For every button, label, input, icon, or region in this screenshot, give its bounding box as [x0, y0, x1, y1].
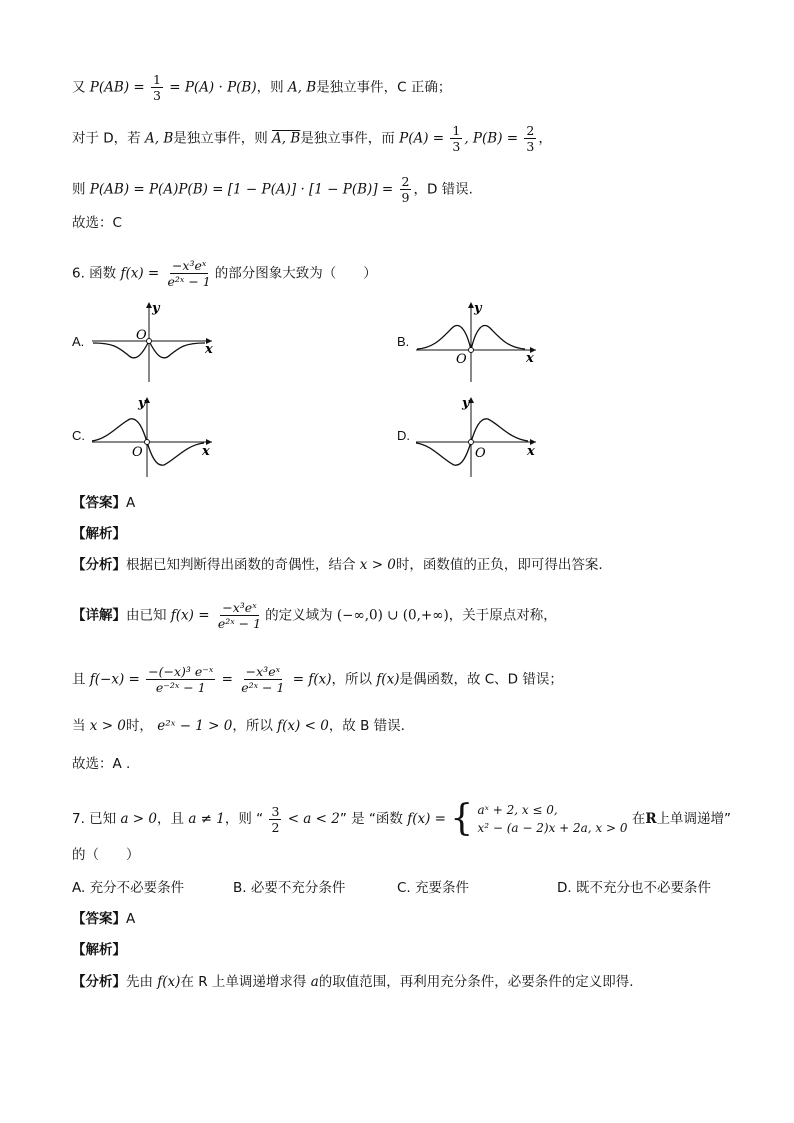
- math: e²ˣ − 1 > 0: [157, 718, 233, 734]
- text: 由已知: [126, 607, 167, 624]
- text: ” 是 “函数: [339, 811, 403, 827]
- option-b: B. 必要不充分条件: [233, 880, 346, 896]
- graph-b: [412, 300, 542, 385]
- question-7-tail: 的（ ）: [72, 847, 140, 863]
- text: ，关于原点对称，: [448, 607, 557, 624]
- fraction: $\frac{1}{3}$: [152, 72, 161, 103]
- tag: 【答案】: [72, 911, 126, 927]
- option-c-label: C.: [72, 428, 85, 443]
- math: =: [221, 671, 233, 688]
- text: 对于 D，若: [72, 130, 141, 147]
- axis-x-label: x: [205, 342, 213, 357]
- origin-label: O: [136, 328, 147, 343]
- math: R: [645, 811, 657, 827]
- tag: 【详解】: [72, 607, 126, 624]
- math: x > 0: [89, 718, 126, 734]
- math: a ≠ 1: [188, 811, 225, 827]
- axis-x-label: x: [202, 444, 210, 459]
- fenxi-7: [72, 972, 634, 992]
- axis-y-label: y: [462, 396, 470, 411]
- tag: 【分析】: [72, 974, 126, 990]
- math: a > 0: [120, 811, 158, 827]
- graph-a: [88, 300, 218, 385]
- fraction: $\frac{1}{3}$: [452, 123, 461, 154]
- math: P(AB) = P(A)P(B) = [1 − P(A)] · [1 − P(B)] =: [89, 181, 394, 198]
- math: f(x) =: [407, 811, 446, 827]
- text: 在: [631, 811, 646, 827]
- math: f(x) =: [120, 265, 160, 282]
- answer-choice-line: 故选：C: [72, 215, 122, 231]
- math: f(x) < 0: [277, 718, 329, 734]
- math: f(−x) =: [89, 671, 140, 688]
- math: a: [310, 974, 319, 990]
- text: ，故 B 错误.: [328, 718, 405, 734]
- option-a-label: A.: [72, 334, 85, 349]
- option-b-label: B.: [397, 334, 410, 349]
- origin-label: O: [475, 446, 486, 461]
- fraction: $\frac{2}{9}$: [401, 174, 410, 205]
- origin-label: O: [456, 352, 467, 367]
- math: (−∞,0) ∪ (0,+∞): [336, 607, 449, 624]
- fraction: $\frac{2}{3}$: [526, 123, 535, 154]
- math: P(AB) =: [89, 79, 145, 96]
- answer-7: [72, 909, 135, 929]
- text: 是独立事件，而: [300, 130, 395, 147]
- text: 6. 函数: [72, 265, 117, 282]
- math: P(A) =: [399, 130, 445, 147]
- option-c: C. 充要条件: [397, 880, 470, 896]
- text: 时，: [125, 718, 153, 734]
- math: A, B: [287, 79, 317, 96]
- fenxi-6: [72, 555, 603, 575]
- tag: 【解析】: [72, 526, 126, 542]
- text: 又: [72, 79, 86, 96]
- text: ，则: [256, 79, 284, 96]
- analysis-6-heading: [72, 524, 126, 544]
- question-6: [72, 258, 377, 289]
- text: 是独立事件，C 正确；: [316, 79, 452, 96]
- axis-y-label: y: [138, 396, 146, 411]
- math: f(x): [376, 671, 400, 688]
- text: ，所以: [331, 671, 373, 688]
- text: ，所以: [232, 718, 273, 734]
- answer-6: [72, 493, 135, 513]
- math: f(x): [157, 974, 181, 990]
- option-a: A. 充分不必要条件: [72, 880, 185, 896]
- question-7: [72, 798, 732, 839]
- xiangjie-6: [72, 600, 557, 631]
- text: 7. 已知: [72, 811, 117, 827]
- graph-c: [88, 395, 218, 480]
- text: 上单调递增”: [656, 811, 732, 827]
- text: 先由: [126, 974, 153, 990]
- axis-y-label: y: [474, 301, 482, 316]
- text: ，则 “: [224, 811, 264, 827]
- fraction: $\frac{\text{−(−x)³ e⁻ˣ}}{\text{e⁻²ˣ − 1}}$: [148, 664, 214, 695]
- math: x > 0: [359, 557, 396, 573]
- tag: 【分析】: [72, 557, 126, 573]
- sign-line: [72, 716, 405, 736]
- math-complement: A, B: [272, 130, 301, 147]
- text: 当: [72, 718, 86, 734]
- text-line-2: [72, 123, 552, 154]
- text: 且: [72, 671, 86, 688]
- even-function-line: [72, 664, 563, 695]
- math: < a < 2: [287, 811, 340, 827]
- text: 时，函数值的正负，即可得出答案.: [395, 557, 603, 573]
- text: ，: [538, 130, 552, 147]
- option-d-label: D.: [397, 428, 410, 443]
- text: A: [126, 495, 136, 511]
- left-brace: {: [450, 798, 474, 839]
- text: 的部分图象大致为（ ）: [214, 265, 377, 282]
- math: , P(B) =: [464, 130, 519, 147]
- fraction: $\frac{3}{2}$: [271, 803, 280, 835]
- text: ，且: [157, 811, 185, 827]
- text: 的取值范围，再利用充分条件，必要条件的定义即得.: [318, 974, 634, 990]
- fraction: $\frac{\text{−x³eˣ}}{\text{e²ˣ − 1}}$: [217, 600, 262, 631]
- text-line-1: [72, 72, 451, 103]
- text: 在 R 上单调递增求得: [180, 974, 307, 990]
- option-d: D. 既不充分也不必要条件: [557, 880, 711, 896]
- text: 的定义域为: [265, 607, 333, 624]
- math: = P(A) · P(B): [169, 79, 257, 96]
- piecewise-cases: aˣ + 2, x ≤ 0, x² − (a − 2)x + 2a, x > 0: [477, 803, 628, 835]
- fraction: $\frac{\text{−x³eˣ}}{\text{e²ˣ − 1}}$: [241, 664, 285, 695]
- math: f(x) =: [170, 607, 210, 624]
- tag: 【答案】: [72, 495, 126, 511]
- fraction: $\frac{\text{−x³eˣ}}{\text{e²ˣ − 1}}$: [167, 258, 211, 289]
- text: 是独立事件，则: [173, 130, 268, 147]
- axis-x-label: x: [526, 351, 534, 366]
- origin-label: O: [132, 445, 143, 460]
- text-line-3: [72, 174, 473, 205]
- text: ，D 错误.: [413, 181, 473, 198]
- math: = f(x): [292, 671, 332, 688]
- axis-x-label: x: [527, 444, 535, 459]
- graph-d: [412, 395, 542, 480]
- answer-choice-line: 故选：A .: [72, 756, 131, 772]
- text: 是偶函数，故 C、D 错误；: [399, 671, 563, 688]
- math: A, B: [144, 130, 174, 147]
- text: 根据已知判断得出函数的奇偶性，结合: [126, 557, 356, 573]
- text: A: [126, 911, 136, 927]
- text: 则: [72, 181, 86, 198]
- axis-y-label: y: [152, 301, 160, 316]
- tag: 【解析】: [72, 942, 126, 958]
- analysis-7-heading: [72, 940, 126, 960]
